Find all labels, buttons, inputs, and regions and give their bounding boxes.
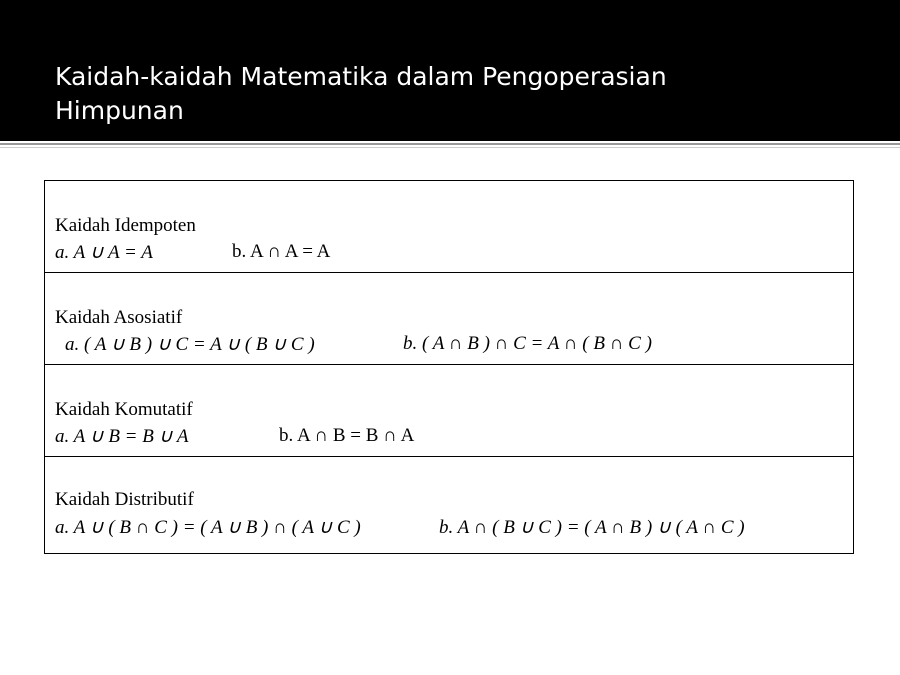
formula-b: b. A ∩ A = A	[232, 241, 331, 262]
slide-title	[55, 60, 875, 128]
formula-b: b. A ∩ B = B ∩ A	[279, 425, 415, 446]
rule-row-asosiatif	[45, 273, 853, 365]
rule-name: Kaidah Idempoten	[55, 215, 196, 236]
formula-a: a. A ∪ ( B ∩ C ) = ( A ∪ B ) ∩ ( A ∪ C )	[55, 517, 361, 538]
rules-table	[44, 180, 854, 554]
formula-b: b. ( A ∩ B ) ∩ C = A ∩ ( B ∩ C )	[403, 333, 652, 354]
header-divider-thin	[0, 147, 900, 148]
formula-a: a. A ∪ B = B ∪ A	[55, 426, 189, 447]
slide-title-line-1: Kaidah-kaidah Matematika dalam Pengoperasian	[55, 62, 667, 91]
rule-name: Kaidah Asosiatif	[55, 307, 183, 328]
slide-header	[0, 0, 900, 141]
rule-row-komutatif	[45, 365, 853, 457]
rule-name: Kaidah Komutatif	[55, 399, 193, 420]
formula-a: a. A ∪ A = A	[55, 242, 153, 263]
rule-row-distributif	[45, 457, 853, 553]
formula-a: a. ( A ∪ B ) ∪ C = A ∪ ( B ∪ C )	[65, 334, 315, 355]
header-divider	[0, 143, 900, 145]
formula-b: b. A ∩ ( B ∪ C ) = ( A ∩ B ) ∪ ( A ∩ C )	[439, 517, 745, 538]
slide-title-line-2: Himpunan	[55, 96, 184, 125]
rule-name: Kaidah Distributif	[55, 489, 194, 510]
rule-row-idempoten	[45, 181, 853, 273]
